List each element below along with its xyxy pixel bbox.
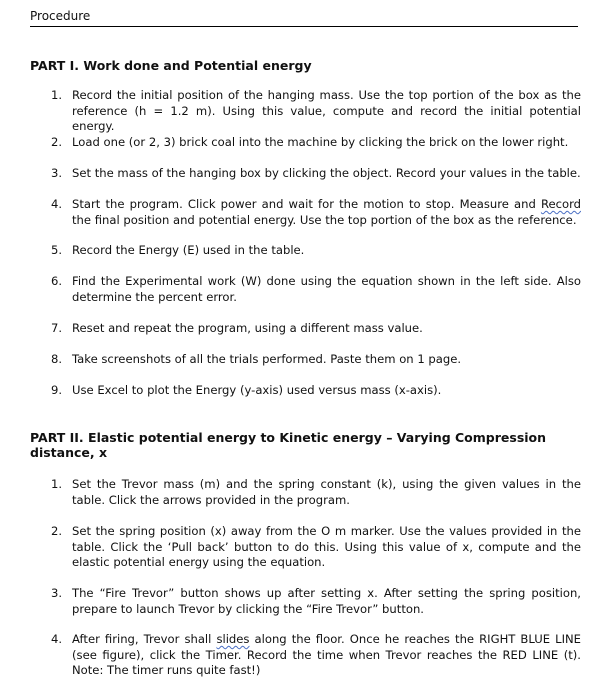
spellcheck-word: Record: [540, 197, 581, 211]
part2-title: PART II. Elastic potential energy to Kinetic energy – Varying Compression distance, x: [30, 430, 547, 460]
part2-step-2: [51, 524, 581, 571]
spellcheck-word: slides: [216, 632, 250, 646]
step-text-part: the final position and potential energy. Use the top portion of the box as the reference.: [72, 212, 577, 227]
step-text: Record the initial position of the hanging mass. Use the top portion of the box as the reference (h = 1.2 m). Using this value, compute and record the initial potential energy.: [72, 88, 581, 133]
step-number: 5.: [51, 243, 63, 257]
step-text-part: along the floor. Once he reaches the RIGHT BLUE LINE (see figure), click the Timer. Record the time when Trevor reaches the RED LINE (t). Note: The timer runs quite fast!): [72, 632, 582, 677]
step-text: Reset and repeat the program, using a different mass value.: [72, 321, 423, 335]
step-number: 6.: [51, 274, 63, 288]
step-text-part: Start the program. Click power and wait for the motion to stop. Measure and: [72, 197, 541, 211]
step-text: Load one (or 2, 3) brick coal into the machine by clicking the brick on the lower right.: [72, 135, 569, 149]
part2-step-3: [51, 586, 581, 617]
step-number: 2.: [51, 135, 63, 149]
step-number: 7.: [51, 321, 63, 335]
step-text: Set the Trevor mass (m) and the spring constant (k), using the given values in the table. Click the arrows provided in the program.: [72, 477, 581, 507]
step-number: 3.: [51, 166, 63, 180]
step-text: [72, 632, 581, 679]
step-text-part: After firing, Trevor shall: [72, 632, 217, 646]
part1-title: PART I. Work done and Potential energy: [30, 58, 312, 73]
step-number: 8.: [51, 352, 63, 366]
part1-step-9: [51, 383, 581, 399]
step-text: Use Excel to plot the Energy (y-axis) used versus mass (x-axis).: [72, 383, 442, 397]
step-number: 2.: [51, 524, 63, 538]
part1-step-7: [51, 321, 581, 337]
procedure-header: Procedure: [30, 8, 578, 27]
step-number: 4.: [51, 197, 63, 211]
part1-step-3: [51, 166, 581, 182]
step-number: 3.: [51, 586, 63, 600]
step-text: Take screenshots of all the trials performed. Paste them on 1 page.: [72, 352, 462, 366]
step-text: Set the mass of the hanging box by clicking the object. Record your values in the table.: [72, 166, 581, 180]
step-number: 9.: [51, 383, 63, 397]
step-text: The “Fire Trevor” button shows up after setting x. After setting the spring position, prepare to launch Trevor by clicking the “Fire Trevor” button.: [72, 586, 581, 616]
part1-step-6: [51, 274, 581, 305]
part1-step-5: [51, 243, 581, 259]
step-text: [72, 197, 581, 228]
step-number: 4.: [51, 632, 63, 646]
part2-step-1: [51, 477, 581, 508]
part1-step-2: [51, 135, 581, 151]
step-text: Record the Energy (E) used in the table.: [72, 243, 305, 257]
part1-step-1: [51, 88, 581, 135]
part2-step-4: [51, 632, 581, 679]
step-text: Set the spring position (x) away from the O m marker. Use the values provided in the table. Click the ‘Pull back’ button to do this. Using this value of x, compute and the elastic potential energy using the equation.: [72, 524, 581, 569]
part1-step-8: [51, 352, 581, 368]
step-number: 1.: [51, 477, 63, 491]
step-number: 1.: [51, 88, 63, 102]
step-text: Find the Experimental work (W) done using the equation shown in the left side. Also determine the percent error.: [72, 274, 581, 304]
part1-step-4: [51, 197, 581, 228]
